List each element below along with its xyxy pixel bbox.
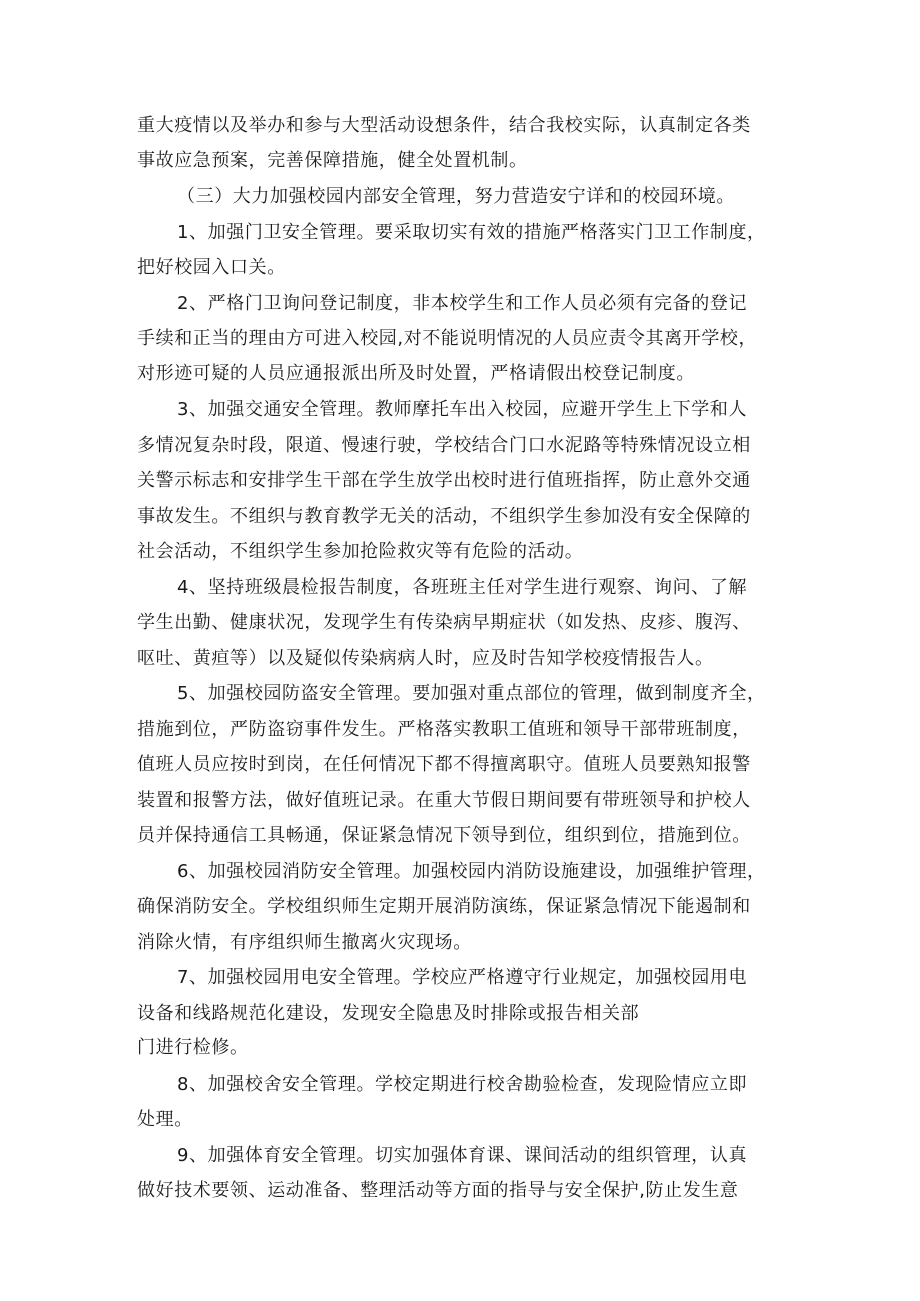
text-line: 做好技术要领、运动准备、整理活动等方面的指导与安全保护,防止发生意 xyxy=(137,1180,739,1201)
text-line: 员并保持通信工具畅通，保证紧急情况下领导到位，组织到位，措施到位。 xyxy=(137,825,751,846)
text-line: 7、加强校园用电安全管理。学校应严格遵守行业规定，加强校园用电 xyxy=(177,967,748,988)
text-line: 装置和报警方法，做好值班记录。在重大节假日期间要有带班领导和护校人 xyxy=(137,790,751,811)
text-line: 对形迹可疑的人员应通报派出所及时处置，严格请假出校登记制度。 xyxy=(137,363,695,384)
text-line: 设备和线路规范化建设，发现安全隐患及时排除或报告相关部 xyxy=(137,1003,640,1024)
text-line: 值班人员应按时到岗，在任何情况下都不得擅离职守。值班人员要熟知报警 xyxy=(137,754,751,775)
text-line: 重大疫情以及举办和参与大型活动设想条件，结合我校实际，认真制定各类 xyxy=(137,115,751,136)
text-line: 确保消防安全。学校组织师生定期开展消防演练，保证紧急情况下能遏制和 xyxy=(137,896,751,917)
text-line: 门进行检修。 xyxy=(137,1037,249,1058)
text-line: 消除火情，有序组织师生撤离火灾现场。 xyxy=(137,932,472,953)
text-line: 事故发生。不组织与教育教学无关的活动，不组织学生参加没有安全保障的 xyxy=(137,506,751,527)
text-line: 5、加强校园防盗安全管理。要加强对重点部位的管理，做到制度齐全， xyxy=(177,683,766,704)
text-line: 1、加强门卫安全管理。要采取切实有效的措施严格落实门卫工作制度， xyxy=(177,222,766,243)
text-line: 呕吐、黄疸等）以及疑似传染病病人时，应及时告知学校疫情报告人。 xyxy=(137,648,714,669)
section-heading: （三）大力加强校园内部安全管理，努力营造安宁详和的校园环境。 xyxy=(177,186,735,207)
text-line: 处理。 xyxy=(137,1109,193,1130)
text-line: 手续和正当的理由方可进入校园,对不能说明情况的人员应责令其离开学校， xyxy=(137,328,758,349)
text-line: 关警示标志和安排学生干部在学生放学出校时进行值班指挥，防止意外交通 xyxy=(137,470,751,491)
text-line: 事故应急预案，完善保障措施，健全处置机制。 xyxy=(137,150,528,171)
text-line: 3、加强交通安全管理。教师摩托车出入校园，应避开学生上下学和人 xyxy=(177,399,748,420)
text-line: 学生出勤、健康状况，发现学生有传染病早期症状（如发热、皮疹、腹泻、 xyxy=(137,612,751,633)
text-line: 社会活动，不组织学生参加抢险救灾等有危险的活动。 xyxy=(137,541,584,562)
text-line: 2、严格门卫询问登记制度，非本校学生和工作人员必须有完备的登记 xyxy=(177,293,748,314)
text-line: 9、加强体育安全管理。切实加强体育课、课间活动的组织管理，认真 xyxy=(177,1145,748,1166)
text-line: 4、坚持班级晨检报告制度，各班班主任对学生进行观察、询问、了解 xyxy=(177,577,748,598)
text-line: 8、加强校舍安全管理。学校定期进行校舍勘验检查，发现险情应立即 xyxy=(177,1074,748,1095)
text-line: 6、加强校园消防安全管理。加强校园内消防设施建设，加强维护管理， xyxy=(177,861,766,882)
text-line: 措施到位，严防盗窃事件发生。严格落实教职工值班和领导干部带班制度， xyxy=(137,719,751,740)
text-line: 多情况复杂时段，限道、慢速行驶，学校结合门口水泥路等特殊情况设立相 xyxy=(137,435,751,456)
text-line: 把好校园入口关。 xyxy=(137,257,286,278)
